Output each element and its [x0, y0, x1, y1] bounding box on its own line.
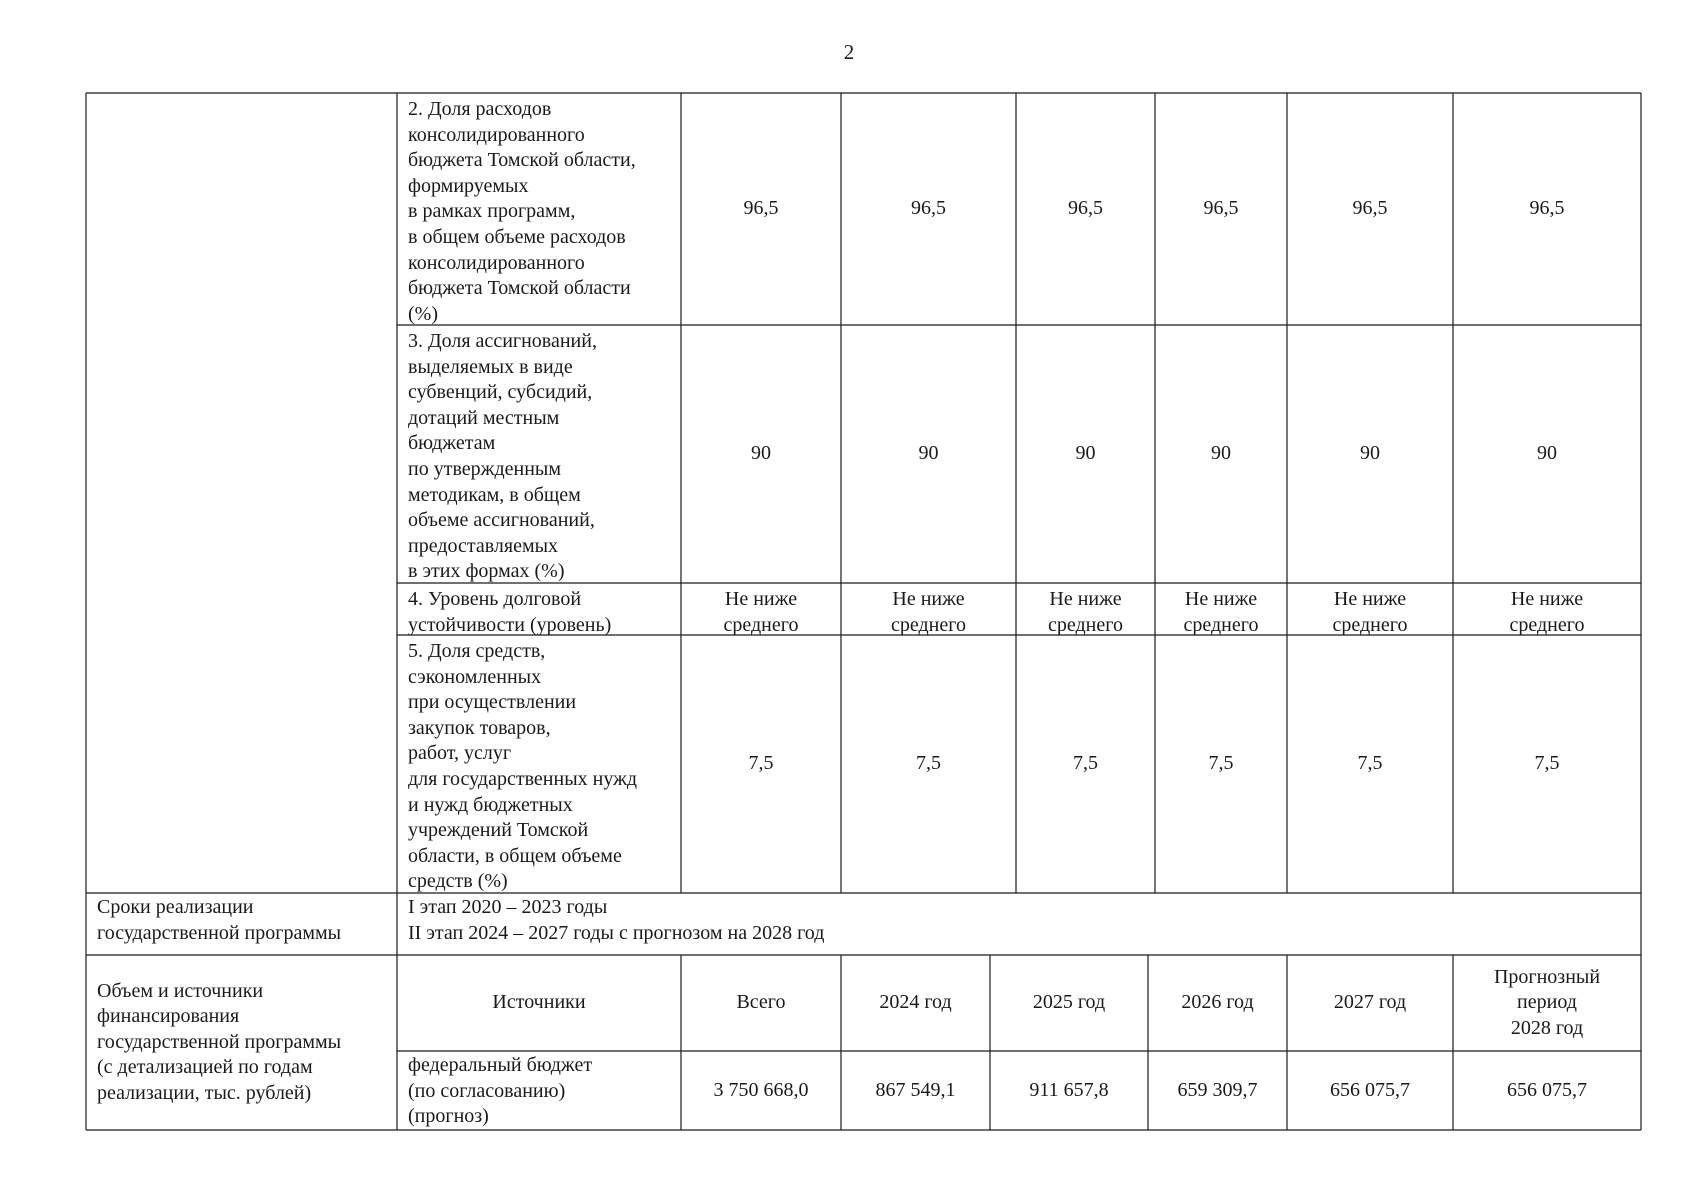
financing-value: 659 309,7	[1177, 1078, 1258, 1101]
indicator-label: 3. Доля ассигнований, выделяемых в виде субвенций, субсидий, дотаций местным бюджетам по утвержденным методикам, в общем объеме ассигнований, предоставляемых в этих формах (%)	[408, 330, 597, 583]
financing-value: 3 750 668,0	[713, 1078, 809, 1101]
financing-header: Прогнозный период 2028 год	[1493, 965, 1601, 1039]
indicator-value: 96,5	[743, 197, 779, 220]
indicator-value: 96,5	[1352, 197, 1388, 220]
financing-label: Объем и источники финансирования государственной программы (с детализацией по годам реализации, тыс. рублей)	[97, 979, 342, 1104]
indicator-value: 96,5	[1529, 197, 1565, 220]
indicator-value: 7,5	[1073, 752, 1098, 775]
financing-header: Источники	[492, 991, 586, 1014]
financing-header: 2027 год	[1333, 991, 1407, 1014]
financing-header: Всего	[736, 991, 786, 1014]
indicator-value: Не ниже среднего	[1509, 588, 1585, 636]
indicator-value: 90	[1360, 442, 1380, 465]
financing-header: 2025 год	[1032, 991, 1106, 1014]
indicator-value: 90	[751, 442, 771, 465]
indicator-value: Не ниже среднего	[1183, 588, 1259, 636]
indicator-value: 90	[1211, 442, 1231, 465]
page-number: 2	[843, 40, 855, 64]
indicator-value: Не ниже среднего	[1332, 588, 1408, 636]
indicator-value: 96,5	[911, 197, 946, 220]
financing-value: 656 075,7	[1330, 1078, 1410, 1101]
financing-header: 2026 год	[1181, 991, 1254, 1014]
indicator-label: 5. Доля средств, сэкономленных при осуществлении закупок товаров, работ, услуг для государственных нужд и нужд бюджетных учреждений Томской области, в общем объеме средств (%)	[408, 640, 638, 893]
indicator-label: 2. Доля расходов консолидированного бюджета Томской области, формируемых в рамках программ, в общем объеме расходов консолидированного бюджета Томской области (%)	[408, 98, 636, 325]
indicator-value: Не ниже среднего	[723, 588, 799, 636]
financing-value: 656 075,7	[1507, 1078, 1587, 1101]
financing-header: 2024 год	[879, 991, 952, 1014]
indicator-value: 7,5	[1534, 752, 1560, 775]
indicator-value: 7,5	[916, 752, 941, 775]
indicator-value: 7,5	[748, 752, 774, 775]
financing-value: 911 657,8	[1029, 1078, 1109, 1101]
indicator-value: 96,5	[1068, 197, 1103, 220]
indicator-value: 90	[918, 442, 939, 465]
indicator-value: 90	[1537, 442, 1557, 465]
indicator-value: 7,5	[1357, 752, 1383, 775]
financing-source: федеральный бюджет (по согласованию) (прогноз)	[408, 1054, 593, 1128]
financing-value: 867 549,1	[875, 1078, 956, 1101]
indicator-value: 96,5	[1203, 197, 1239, 220]
indicator-value: Не ниже среднего	[891, 588, 966, 636]
indicator-value: 7,5	[1208, 752, 1234, 775]
indicator-value: 90	[1075, 442, 1096, 465]
terms-label: Сроки реализации государственной программы	[97, 896, 342, 944]
indicator-value: Не ниже среднего	[1048, 588, 1123, 636]
indicator-label: 4. Уровень долговой устойчивости (уровень)	[408, 588, 612, 636]
terms-value: I этап 2020 – 2023 годы II этап 2024 – 2027 годы с прогнозом на 2028 год	[408, 896, 825, 944]
